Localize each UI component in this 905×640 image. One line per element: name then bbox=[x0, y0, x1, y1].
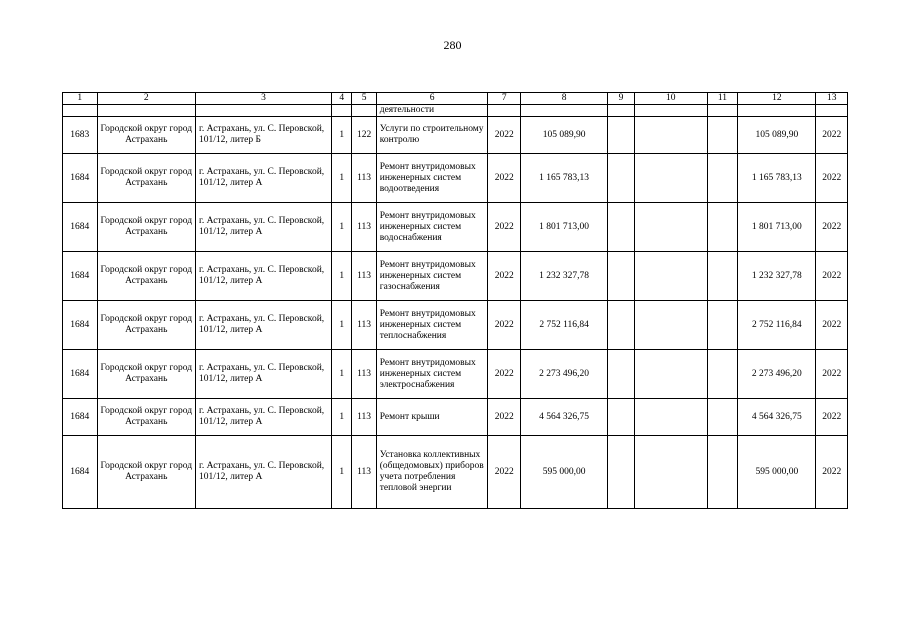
empty-cell bbox=[634, 301, 707, 350]
year-end-cell: 2022 bbox=[816, 154, 848, 203]
work-type-cell: Установка коллективных (общедомовых) приборов учета потребления тепловой энергии bbox=[376, 436, 488, 509]
empty-cell bbox=[707, 117, 737, 154]
empty-cell bbox=[707, 252, 737, 301]
empty-cell bbox=[707, 399, 737, 436]
address-cell: г. Астрахань, ул. С. Перовской, 101/12, литер А bbox=[196, 436, 332, 509]
count-cell: 1 bbox=[332, 301, 352, 350]
continuation-text: деятельности bbox=[376, 105, 488, 117]
municipality-cell: Городской округ город Астрахань bbox=[97, 399, 196, 436]
total-cell: 4 564 326,75 bbox=[738, 399, 816, 436]
code-cell: 113 bbox=[352, 399, 376, 436]
address-cell: г. Астрахань, ул. С. Перовской, 101/12, литер А bbox=[196, 301, 332, 350]
work-type-cell: Ремонт внутридомовых инженерных систем газоснабжения bbox=[376, 252, 488, 301]
year-end-cell: 2022 bbox=[816, 252, 848, 301]
year-end-cell: 2022 bbox=[816, 350, 848, 399]
empty-cell bbox=[608, 154, 634, 203]
page-number: 280 bbox=[443, 38, 462, 52]
year-cell: 2022 bbox=[488, 350, 520, 399]
empty-cell bbox=[608, 399, 634, 436]
code-cell: 122 bbox=[352, 117, 376, 154]
empty-cell bbox=[634, 203, 707, 252]
column-header: 4 bbox=[332, 93, 352, 105]
column-header: 11 bbox=[707, 93, 737, 105]
year-cell: 2022 bbox=[488, 203, 520, 252]
amount-cell: 2 752 116,84 bbox=[520, 301, 607, 350]
amount-cell: 2 273 496,20 bbox=[520, 350, 607, 399]
empty-cell bbox=[634, 436, 707, 509]
column-header: 6 bbox=[376, 93, 488, 105]
code-cell: 113 bbox=[352, 301, 376, 350]
year-cell: 2022 bbox=[488, 252, 520, 301]
code-cell: 113 bbox=[352, 350, 376, 399]
year-end-cell: 2022 bbox=[816, 436, 848, 509]
column-header: 12 bbox=[738, 93, 816, 105]
column-header: 13 bbox=[816, 93, 848, 105]
year-cell: 2022 bbox=[488, 117, 520, 154]
year-end-cell: 2022 bbox=[816, 301, 848, 350]
empty-cell bbox=[608, 301, 634, 350]
registry-table bbox=[62, 92, 848, 509]
address-cell: г. Астрахань, ул. С. Перовской, 101/12, литер А bbox=[196, 399, 332, 436]
amount-cell: 1 165 783,13 bbox=[520, 154, 607, 203]
empty-cell bbox=[608, 436, 634, 509]
table-row bbox=[63, 399, 848, 436]
total-cell: 1 801 713,00 bbox=[738, 203, 816, 252]
table-row bbox=[63, 350, 848, 399]
table-row bbox=[63, 301, 848, 350]
year-cell: 2022 bbox=[488, 154, 520, 203]
municipality-cell: Городской округ город Астрахань bbox=[97, 154, 196, 203]
address-cell: г. Астрахань, ул. С. Перовской, 101/12, литер А bbox=[196, 154, 332, 203]
municipality-cell: Городской округ город Астрахань bbox=[97, 436, 196, 509]
code-cell: 113 bbox=[352, 154, 376, 203]
table-row bbox=[63, 252, 848, 301]
empty-cell bbox=[608, 203, 634, 252]
work-type-cell: Ремонт внутридомовых инженерных систем водоснабжения bbox=[376, 203, 488, 252]
empty-cell bbox=[707, 154, 737, 203]
work-type-cell: Ремонт внутридомовых инженерных систем водоотведения bbox=[376, 154, 488, 203]
count-cell: 1 bbox=[332, 399, 352, 436]
year-cell: 2022 bbox=[488, 436, 520, 509]
row-number: 1684 bbox=[63, 436, 98, 509]
count-cell: 1 bbox=[332, 252, 352, 301]
column-header: 7 bbox=[488, 93, 520, 105]
column-header: 9 bbox=[608, 93, 634, 105]
municipality-cell: Городской округ город Астрахань bbox=[97, 203, 196, 252]
empty-cell bbox=[634, 154, 707, 203]
empty-cell bbox=[707, 203, 737, 252]
year-cell: 2022 bbox=[488, 301, 520, 350]
count-cell: 1 bbox=[332, 154, 352, 203]
empty-cell bbox=[707, 301, 737, 350]
header-row bbox=[63, 93, 848, 105]
year-end-cell: 2022 bbox=[816, 203, 848, 252]
address-cell: г. Астрахань, ул. С. Перовской, 101/12, литер А bbox=[196, 252, 332, 301]
empty-cell bbox=[634, 252, 707, 301]
total-cell: 105 089,90 bbox=[738, 117, 816, 154]
count-cell: 1 bbox=[332, 350, 352, 399]
column-header: 10 bbox=[634, 93, 707, 105]
amount-cell: 1 232 327,78 bbox=[520, 252, 607, 301]
empty-cell bbox=[634, 117, 707, 154]
continuation-row bbox=[63, 105, 848, 117]
work-type-cell: Услуги по строительному контролю bbox=[376, 117, 488, 154]
empty-cell bbox=[608, 350, 634, 399]
address-cell: г. Астрахань, ул. С. Перовской, 101/12, литер А bbox=[196, 203, 332, 252]
year-cell: 2022 bbox=[488, 399, 520, 436]
work-type-cell: Ремонт крыши bbox=[376, 399, 488, 436]
work-type-cell: Ремонт внутридомовых инженерных систем теплоснабжения bbox=[376, 301, 488, 350]
empty-cell bbox=[634, 399, 707, 436]
column-header: 8 bbox=[520, 93, 607, 105]
municipality-cell: Городской округ город Астрахань bbox=[97, 301, 196, 350]
municipality-cell: Городской округ город Астрахань bbox=[97, 117, 196, 154]
code-cell: 113 bbox=[352, 203, 376, 252]
address-cell: г. Астрахань, ул. С. Перовской, 101/12, литер Б bbox=[196, 117, 332, 154]
table-row bbox=[63, 436, 848, 509]
row-number: 1684 bbox=[63, 252, 98, 301]
row-number: 1683 bbox=[63, 117, 98, 154]
column-header: 2 bbox=[97, 93, 196, 105]
amount-cell: 105 089,90 bbox=[520, 117, 607, 154]
count-cell: 1 bbox=[332, 436, 352, 509]
work-type-cell: Ремонт внутридомовых инженерных систем электроснабжения bbox=[376, 350, 488, 399]
amount-cell: 4 564 326,75 bbox=[520, 399, 607, 436]
total-cell: 595 000,00 bbox=[738, 436, 816, 509]
empty-cell bbox=[608, 252, 634, 301]
municipality-cell: Городской округ город Астрахань bbox=[97, 252, 196, 301]
row-number: 1684 bbox=[63, 203, 98, 252]
table-row bbox=[63, 203, 848, 252]
row-number: 1684 bbox=[63, 154, 98, 203]
row-number: 1684 bbox=[63, 301, 98, 350]
empty-cell bbox=[634, 350, 707, 399]
empty-cell bbox=[707, 436, 737, 509]
total-cell: 2 273 496,20 bbox=[738, 350, 816, 399]
total-cell: 1 232 327,78 bbox=[738, 252, 816, 301]
row-number: 1684 bbox=[63, 399, 98, 436]
row-number: 1684 bbox=[63, 350, 98, 399]
table-row bbox=[63, 117, 848, 154]
column-header: 5 bbox=[352, 93, 376, 105]
amount-cell: 595 000,00 bbox=[520, 436, 607, 509]
total-cell: 2 752 116,84 bbox=[738, 301, 816, 350]
count-cell: 1 bbox=[332, 203, 352, 252]
code-cell: 113 bbox=[352, 252, 376, 301]
column-header: 1 bbox=[63, 93, 98, 105]
column-header: 3 bbox=[196, 93, 332, 105]
code-cell: 113 bbox=[352, 436, 376, 509]
amount-cell: 1 801 713,00 bbox=[520, 203, 607, 252]
municipality-cell: Городской округ город Астрахань bbox=[97, 350, 196, 399]
table-row bbox=[63, 154, 848, 203]
year-end-cell: 2022 bbox=[816, 117, 848, 154]
total-cell: 1 165 783,13 bbox=[738, 154, 816, 203]
address-cell: г. Астрахань, ул. С. Перовской, 101/12, литер А bbox=[196, 350, 332, 399]
empty-cell bbox=[608, 117, 634, 154]
count-cell: 1 bbox=[332, 117, 352, 154]
year-end-cell: 2022 bbox=[816, 399, 848, 436]
empty-cell bbox=[707, 350, 737, 399]
